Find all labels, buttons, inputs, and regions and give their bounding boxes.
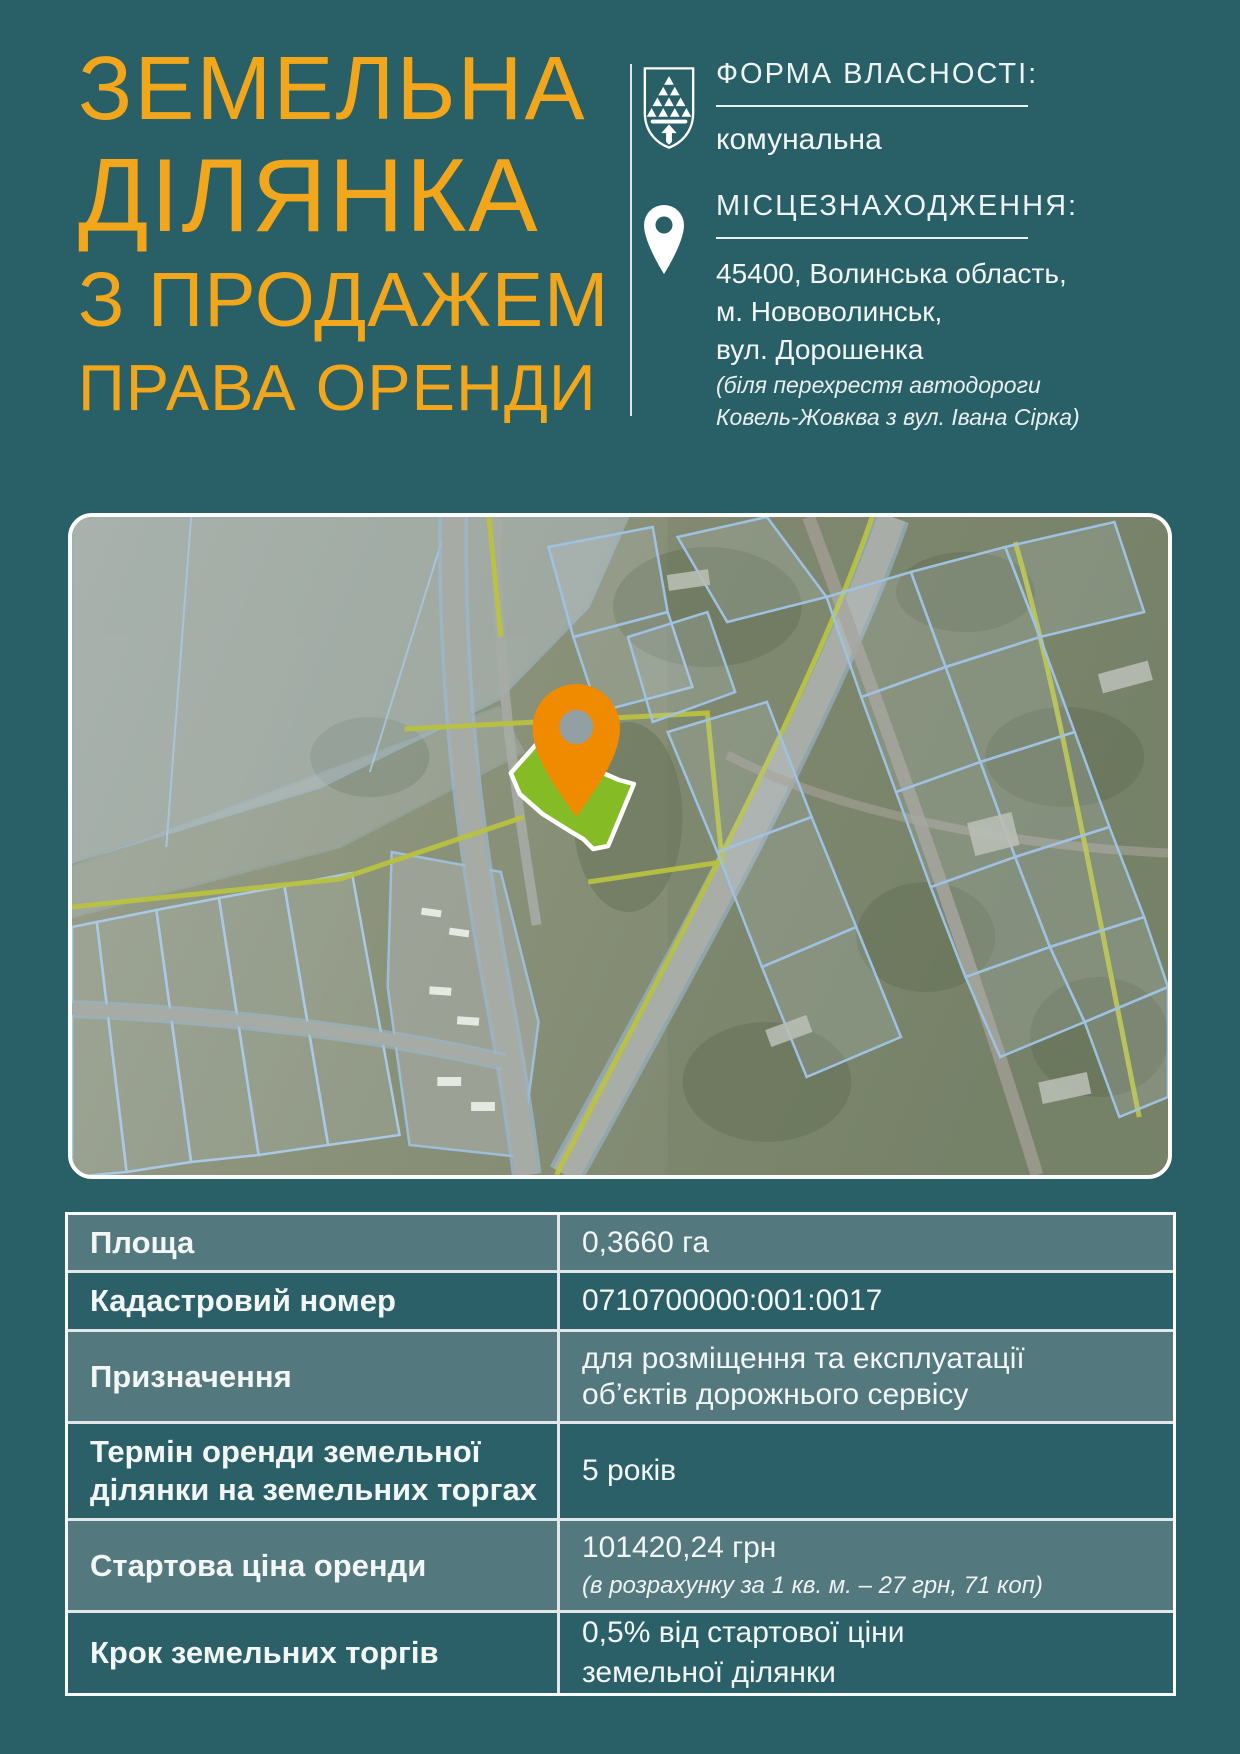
address-note-line: (біля перехрестя автодороги [716,372,1041,399]
table-row-value: 5 років [560,1424,1173,1518]
header-divider [630,64,632,416]
location-pin-icon [640,190,710,434]
table-row-value: 0,3660 га [560,1215,1173,1270]
address-line: 45400, Волинська область, [716,258,1067,289]
title-line-2: ДІЛЯНКА [78,138,540,254]
price-note: (в розрахунку за 1 кв. м. – 27 грн, 71 коп) [582,1571,1043,1599]
ownership-underline [716,105,1028,107]
table-row-value: 0,5% від стартової ціни земельної ділянки [560,1613,1173,1693]
location-underline [716,237,1028,239]
location-section [640,190,1200,434]
title-line-1: ЗЕМЕЛЬНА [78,39,587,139]
address-line: вул. Дорошенка [716,334,924,366]
coat-of-arms-icon [640,58,710,157]
ownership-section [640,58,1200,157]
ownership-label: ФОРМА ВЛАСНОСТІ: [716,58,1039,90]
plot-details-table [65,1212,1176,1696]
location-label: МІСЦЕЗНАХОДЖЕННЯ: [716,190,1079,222]
address-note-line: Ковель-Жовква з вул. Івана Сірка) [716,404,1080,431]
table-row-label: Площа [68,1215,557,1270]
table-row-value: 0710700000:001:0017 [560,1273,1173,1329]
table-row-label: Стартова ціна оренди [68,1521,557,1610]
page-title [78,39,618,424]
table-row-label: Призначення [68,1332,557,1421]
title-line-4: ПРАВА ОРЕНДИ [78,351,597,424]
table-row-label: Крок земельних торгів [68,1613,557,1693]
table-row-label: Термін оренди земельної ділянки на земельних торгах [68,1424,557,1518]
table-row-value: 101420,24 грн (в розрахунку за 1 кв. м. – 27 грн, 71 коп) [560,1521,1173,1610]
title-line-3: З ПРОДАЖЕМ [78,257,610,343]
satellite-map [68,513,1172,1179]
ownership-value: комунальна [716,123,882,156]
satellite-map-graphic [72,517,1168,1175]
table-row-value: для розміщення та експлуатації об’єктів дорожнього сервісу [560,1332,1173,1421]
address-line: м. Нововолинськ, [716,296,943,328]
table-row-label: Кадастровий номер [68,1273,557,1329]
